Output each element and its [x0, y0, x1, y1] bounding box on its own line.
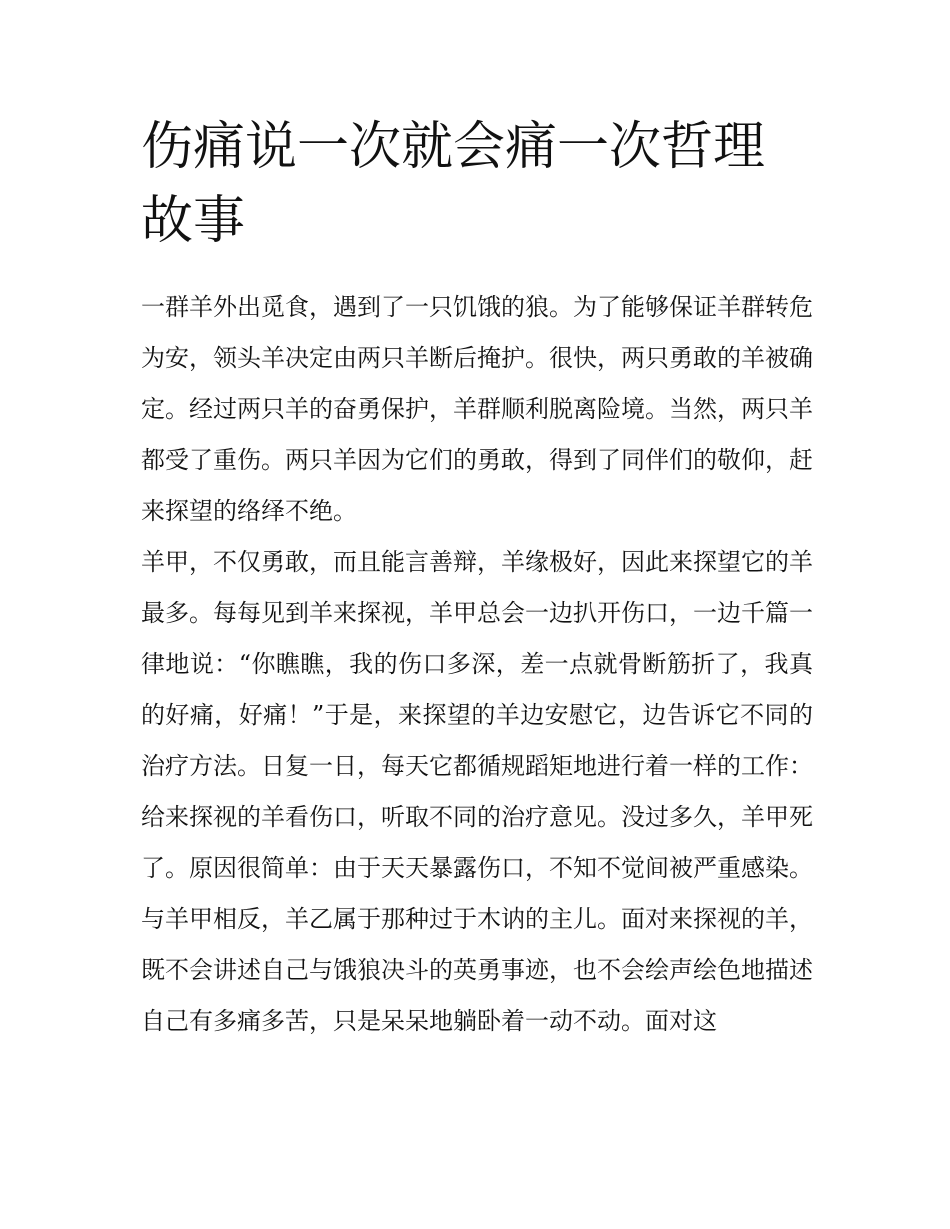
- paragraph-2: 羊甲，不仅勇敢，而且能言善辩，羊缘极好，因此来探望它的羊最多。每每见到羊来探视，羊甲总会一边扒开伤口，一边千篇一律地说：“你瞧瞧，我的伤口多深，差一点就骨断筋折了，我真的好痛，好痛！”于是，来探望的羊边安慰它，边告诉它不同的治疗方法。日复一日，每天它都循规蹈矩地进行着一样的工作：给来探视的羊看伤口，听取不同的治疗意见。没过多久，羊甲死了。原因很简单：由于天天暴露伤口，不知不觉间被严重感染。: [141, 548, 813, 882]
- document-title: 伤痛说一次就会痛一次哲理故事: [141, 117, 766, 251]
- paragraph-1: 一群羊外出觅食，遇到了一只饥饿的狼。为了能够保证羊群转危为安，领头羊决定由两只羊断后掩护。很快，两只勇敢的羊被确定。经过两只羊的奋勇保护，羊群顺利脱离险境。当然，两只羊都受了重伤。两只羊因为它们的勇敢，得到了同伴们的敬仰，赶来探望的络绎不绝。: [141, 293, 813, 525]
- document-content: [141, 110, 813, 1047]
- paragraph-3: 与羊甲相反，羊乙属于那种过于木讷的主儿。面对来探视的羊，既不会讲述自己与饿狼决斗的英勇事迹，也不会绘声绘色地描述自己有多痛多苦，只是呆呆地躺卧着一动不动。面对这: [141, 905, 813, 1035]
